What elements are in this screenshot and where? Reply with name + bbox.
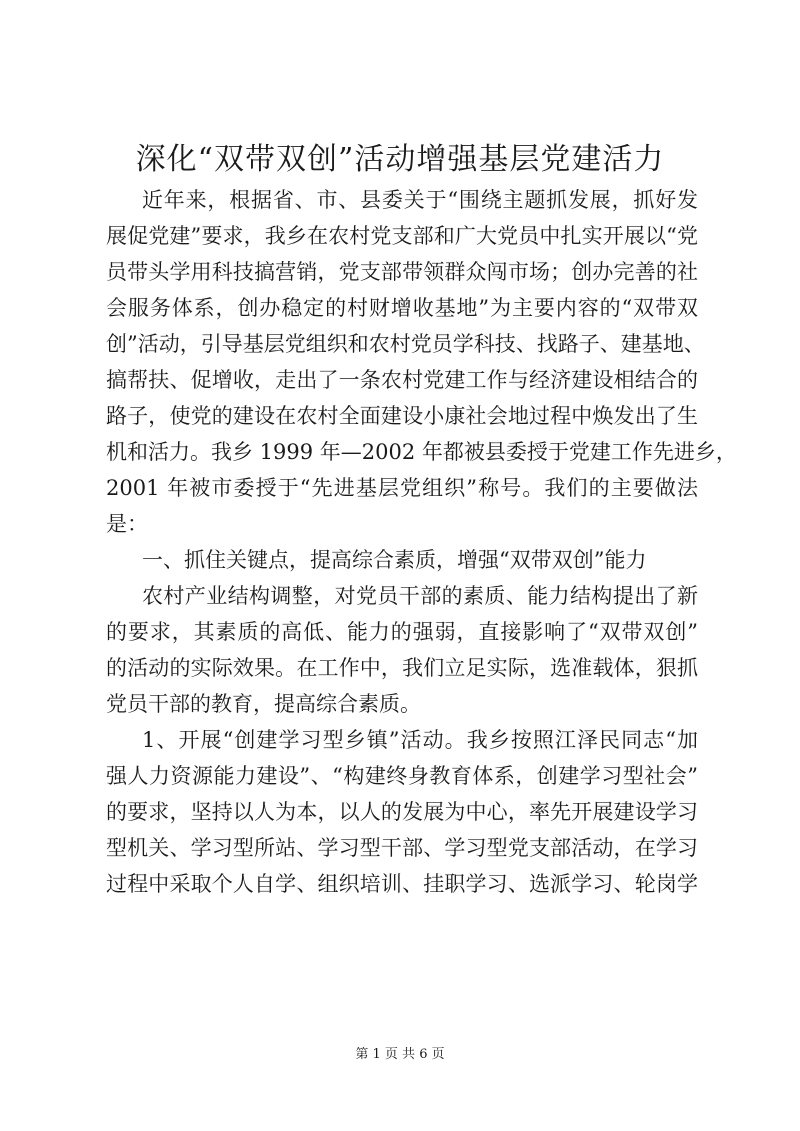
text-line: 的要求，坚持以人为本，以人的发展为中心，率先开展建设学习 [106,800,698,824]
text-line: 一、抓住关键点，提高综合素质，增强“双带双创”能力 [142,548,647,572]
text-line: 搞帮扶、促增收，走出了一条农村党建工作与经济建设相结合的 [106,368,698,392]
text-line: 展促党建”要求，我乡在农村党支部和广大党员中扎实开展以“党 [106,224,698,248]
text-line: 过程中采取个人自学、组织培训、挂职学习、选派学习、轮岗学 [106,872,698,896]
text-line: 的活动的实际效果。在工作中，我们立足实际，选准载体，狠抓 [106,656,698,680]
page-footer: 第 1 页 共 6 页 [355,1047,445,1062]
text-line: 近年来，根据省、市、县委关于“围绕主题抓发展，抓好发 [142,188,698,212]
document-title: 深化“双带双创”活动增强基层党建活力 [135,142,665,177]
text-line: 路子，使党的建设在农村全面建设小康社会地过程中焕发出了生 [106,404,698,428]
document-body [106,182,737,902]
text-line: 农村产业结构调整，对党员干部的素质、能力结构提出了新 [142,584,698,608]
text-line: 强人力资源能力建设”、“构建终身教育体系，创建学习型社会” [106,764,698,788]
text-line: 1、开展“创建学习型乡镇”活动。我乡按照江泽民同志“加 [142,728,698,752]
text-line: 是： [106,512,148,536]
text-line: 机和活力。我乡 1999 年—2002 年都被县委授于党建工作先进乡， [106,440,737,464]
text-line: 型机关、学习型所站、学习型干部、学习型党支部活动，在学习 [106,836,698,860]
text-line: 创”活动，引导基层党组织和农村党员学科技、找路子、建基地、 [106,332,705,356]
text-line: 的要求，其素质的高低、能力的强弱，直接影响了“双带双创” [106,620,698,644]
text-line: 会服务体系，创办稳定的村财增收基地”为主要内容的“双带双 [106,296,698,320]
text-line: 2001 年被市委授于“先进基层党组织”称号。我们的主要做法 [106,476,698,500]
text-line: 员带头学用科技搞营销，党支部带领群众闯市场；创办完善的社 [106,260,698,284]
text-line: 党员干部的教育，提高综合素质。 [106,692,421,716]
